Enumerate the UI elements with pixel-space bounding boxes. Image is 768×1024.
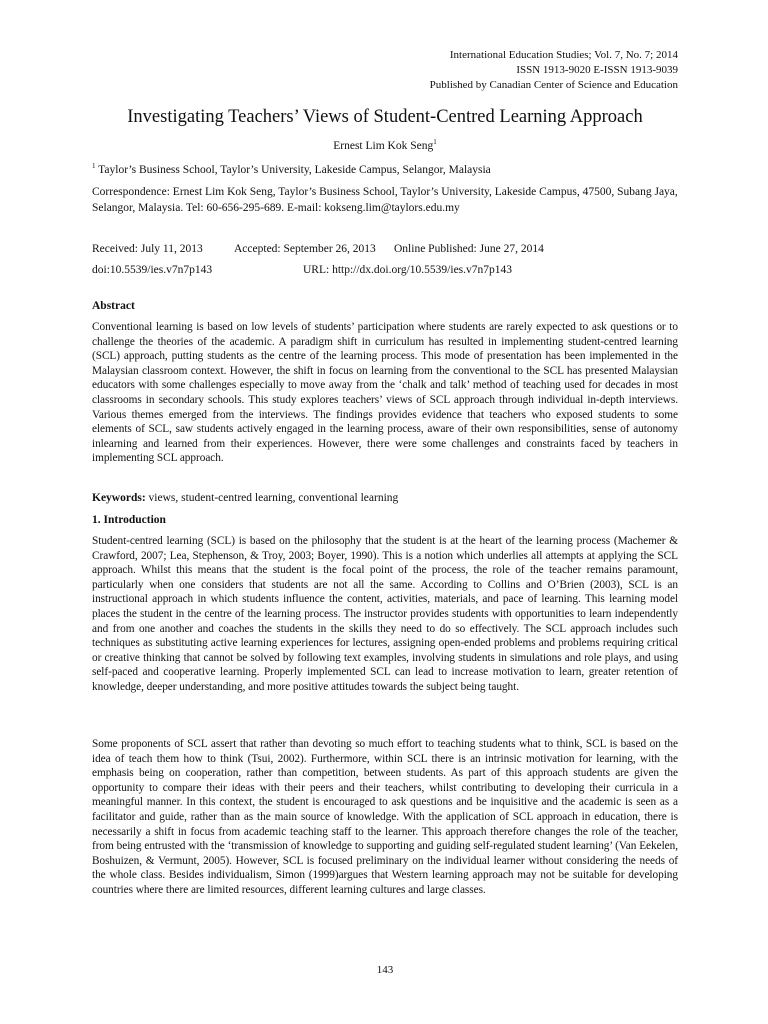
correspondence: Correspondence: Ernest Lim Kok Seng, Taylor’s Business School, Taylor’s University, Lakeside Campus, 47500, Subang Jaya, Selangor, Malaysia. Tel: 60-656-295-689. E-mail: kokseng.lim@taylors.edu.my [92, 186, 678, 214]
affiliation-text: Taylor’s Business School, Taylor’s University, Lakeside Campus, Selangor, Malaysia [95, 163, 491, 176]
doi: doi:10.5539/ies.v7n7p143 [92, 264, 213, 276]
author-affiliation-marker: 1 [433, 138, 437, 146]
introduction-paragraph-2: Some proponents of SCL assert that rather than devoting so much effort to teaching students what to think, SCL is based on the idea of teach them how to think (Tsui, 2002). Furthermore, within SCL there is an intrinsic motivation for learning, with the emphasis being on cooperation, rather than competition, between students. As part of this approach students are given the opportunity to compare their ideas with their peers and their teachers, whilst contributing to developing their curricula in a meaningful manner. In this context, the student is encouraged to ask questions and be inquisitive and the academic is seen as a facilitator and guide, rather than as the main source of knowledge. With the application of SCL approach in education, there is necessarily a shift in focus from academic teaching staff to the learner. This approach therefore changes the role of the teacher, from being entrusted with the ‘transmission of knowledge to supporting and guiding self-regulated student learning’ (Van Eekelen, Boshuizen, & Vermunt, 2005). However, SCL is focused preliminary on the individual learner without considering the needs of the whole class. Besides individualism, Simon (1999)argues that Western learning approach may not be suitable for developing countries where there are limited resources, different learning cultures and large classes. [92, 738, 678, 896]
author-line [92, 138, 678, 152]
received-date: Received: July 11, 2013 [92, 243, 203, 255]
doi-url[interactable]: URL: http://dx.doi.org/10.5539/ies.v7n7p143 [303, 264, 513, 276]
journal-header [430, 48, 678, 93]
affiliation-marker: 1 [92, 162, 96, 170]
introduction-paragraph-1: Student-centred learning (SCL) is based on the philosophy that the student is at the heart of the learning process (Machemer & Crawford, 2007; Lea, Stephenson, & Troy, 2003; Boyer, 1990). This is a notion which underlies all attempts at applying the SCL approach. Whilst this means that the student is the focal point of the process, the role of the teacher remains paramount, particularly when one considers that students are not all the same. According to Collins and O’Brien (2003), SCL is an instructional approach in which students influence the content, activities, materials, and pace of learning. This learning model places the student in the centre of the learning process. The instructor provides students with opportunities to learn independently and from one another and coaches the students in the skills they need to do so effectively. The SCL approach includes such techniques as substituting active learning experiences for lectures, assigning open-ended problems and problems requiring critical or creative thinking that cannot be solved by following text examples, involving students in simulations and role plays, and using self-paced and cooperative learning. Properly implemented SCL can lead to increase motivation to learn, greater retention of knowledge, deeper understanding, and more positive attitudes towards the subject being taught. [92, 535, 678, 693]
introduction-heading: 1. Introduction [92, 514, 166, 526]
published-date: Online Published: June 27, 2014 [394, 243, 544, 255]
keywords-text: views, student-centred learning, conventional learning [145, 492, 399, 504]
page-number: 143 [376, 964, 394, 976]
accepted-date: Accepted: September 26, 2013 [234, 243, 376, 255]
journal-publisher: Published by Canadian Center of Science and Education [429, 79, 678, 91]
keywords [92, 492, 398, 504]
journal-issn: ISSN 1913-9020 E-ISSN 1913-9039 [516, 64, 678, 76]
author-name: Ernest Lim Kok Seng [333, 139, 434, 152]
affiliation [92, 162, 491, 176]
keywords-label: Keywords: [92, 492, 146, 504]
abstract-body: Conventional learning is based on low levels of students’ participation where students are rarely expected to ask questions or to challenge the theories of the academic. A paradigm shift in curriculum has resulted in implementing student-centred learning (SCL) approach, putting students as the centre of the learning process. This mode of presentation has been implemented in the Malaysian classroom context. However, the shift in focus on learning from the conventional to the SCL has presented Malaysian educators with some challenges especially to move away from the ‘chalk and talk’ method of teaching used for decades in most classrooms in secondary schools. This study explores teachers’ views of SCL approach through individual in-depth interviews. Various themes emerged from the interviews. The findings provides evidence that teachers who exposed students to some elements of SCL, saw students actively engaged in the learning process, aware of their own responsibilities, sense of autonomy inlearning and learned from their experiences. However, there were some challenges and constraints faced by teachers in implementing SCL approach. [92, 321, 678, 465]
publication-dates [92, 239, 678, 281]
abstract-heading: Abstract [92, 300, 135, 312]
paper-title: Investigating Teachers’ Views of Student-Centred Learning Approach [127, 107, 643, 127]
journal-citation: International Education Studies; Vol. 7, No. 7; 2014 [449, 49, 678, 61]
